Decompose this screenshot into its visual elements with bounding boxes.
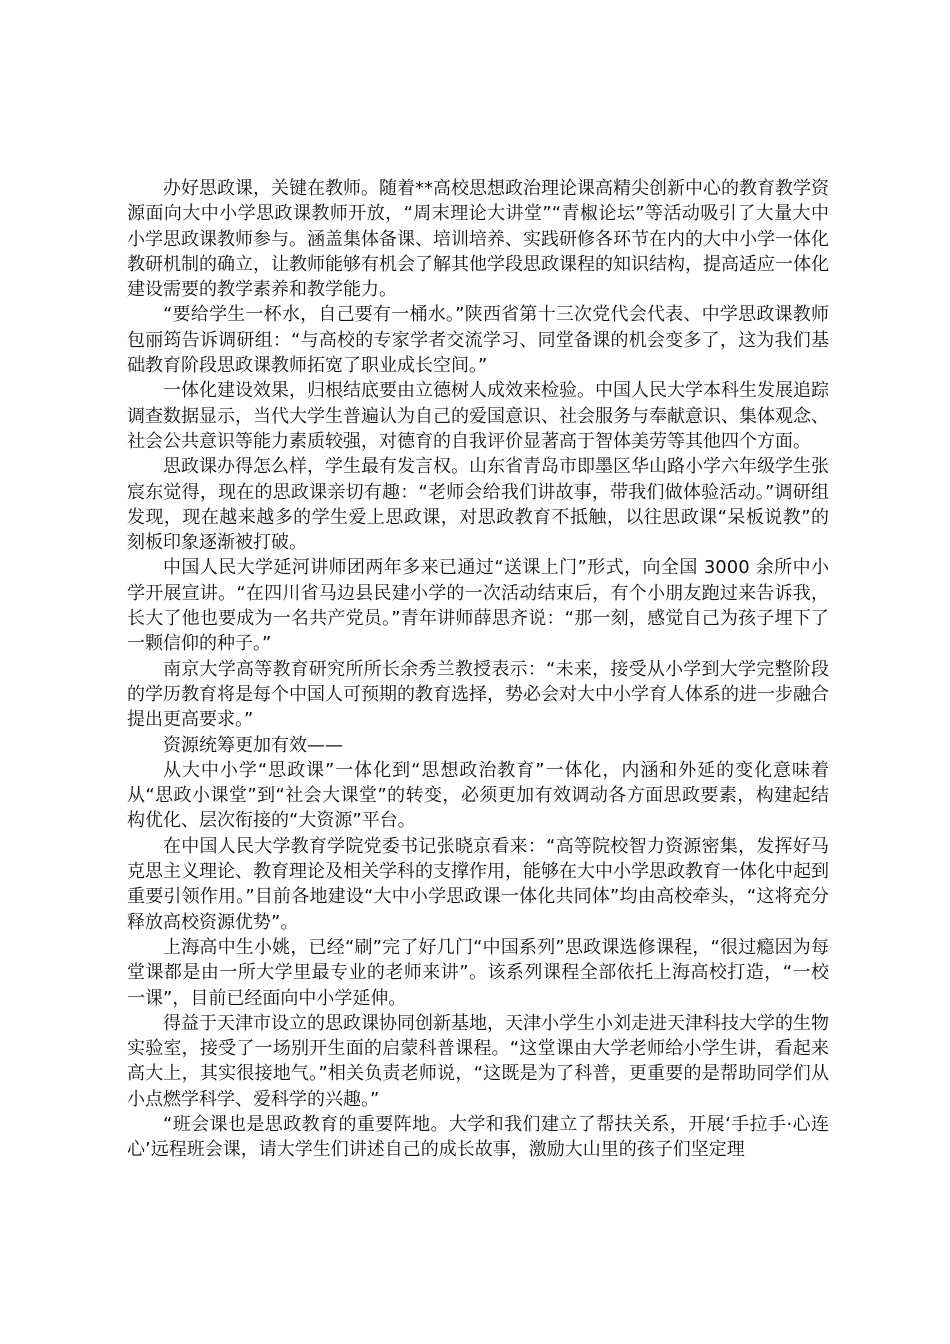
- paragraph: 办好思政课，关键在教师。随着**高校思想政治理论课高精尖创新中心的教育教学资源面向大中小学思政课教师开放，“周末理论大讲堂”“青椒论坛”等活动吸引了大量大中小学思政课教师参与。涵盖集体备课、培训培养、实践研修各环节在内的大中小学一体化教研机制的确立，让教师能够有机会了解其他学段思政课程的知识结构，提高适应一体化建设需要的教学素养和教学能力。: [127, 178, 829, 301]
- paragraph: 南京大学高等教育研究所所长余秀兰教授表示：“未来，接受从小学到大学完整阶段的学历教育将是每个中国人可预期的教育选择，势必会对大中小学育人体系的进一步融合提出更高要求。”: [127, 658, 829, 731]
- article-body: [127, 176, 829, 1163]
- paragraph: 上海高中生小姚，已经“刷”完了好几门“中国系列”思政课选修课程，“很过瘾因为每堂课都是由一所大学里最专业的老师来讲”。该系列课程全部依托上海高校打造，“一校一课”，目前已经面向中小学延伸。: [127, 936, 829, 1009]
- paragraph: 得益于天津市设立的思政课协同创新基地，天津小学生小刘走进天津科技大学的生物实验室，接受了一场别开生面的启蒙科普课程。“这堂课由大学老师给小学生讲，看起来高大上，其实很接地气。”相关负责老师说，“这既是为了科普，更重要的是帮助同学们从小点燃学科学、爱科学的兴趣。”: [127, 1012, 829, 1110]
- paragraph: “班会课也是思政教育的重要阵地。大学和我们建立了帮扶关系，开展‘手拉手·心连心’远程班会课，请大学生们讲述自己的成长故事，激励大山里的孩子们坚定理: [127, 1113, 829, 1161]
- paragraph: 中国人民大学延河讲师团两年多来已通过“送课上门”形式，向全国 3000 余所中小学开展宣讲。“在四川省马边县民建小学的一次活动结束后，有个小朋友跑过来告诉我，长大了他也要成为一名共产党员。”青年讲师薛思齐说：“那一刻，感觉自己为孩子埋下了一颗信仰的种子。”: [127, 557, 829, 655]
- paragraph: 从大中小学“思政课”一体化到“思想政治教育”一体化，内涵和外延的变化意味着从“思政小课堂”到“社会大课堂”的转变，必须更加有效调动各方面思政要素，构建起结构优化、层次衔接的“大资源”平台。: [127, 759, 829, 832]
- paragraph: “要给学生一杯水，自己要有一桶水。”陕西省第十三次党代会代表、中学思政课教师包丽筠告诉调研组：“与高校的专家学者交流学习、同堂备课的机会变多了，这为我们基础教育阶段思政课教师拓宽了职业成长空间。”: [127, 304, 829, 377]
- section-heading: 资源统筹更加有效——: [163, 734, 343, 756]
- paragraph: 思政课办得怎么样，学生最有发言权。山东省青岛市即墨区华山路小学六年级学生张宸东觉得，现在的思政课亲切有趣：“老师会给我们讲故事，带我们做体验活动。”调研组发现，现在越来越多的学生爱上思政课，对思政教育不抵触，以往思政课“呆板说教”的刻板印象逐渐被打破。: [127, 456, 829, 554]
- paragraph: 在中国人民大学教育学院党委书记张晓京看来：“高等院校智力资源密集，发挥好马克思主义理论、教育理论及相关学科的支撑作用，能够在大中小学思政教育一体化中起到重要引领作用。”目前各地建设“大中小学思政课一体化共同体”均由高校牵头，“这将充分释放高校资源优势”。: [127, 835, 829, 933]
- paragraph: 一体化建设效果，归根结底要由立德树人成效来检验。中国人民大学本科生发展追踪调查数据显示，当代大学生普遍认为自己的爱国意识、社会服务与奉献意识、集体观念、社会公共意识等能力素质较强，对德育的自我评价显著高于智体美劳等其他四个方面。: [127, 380, 829, 452]
